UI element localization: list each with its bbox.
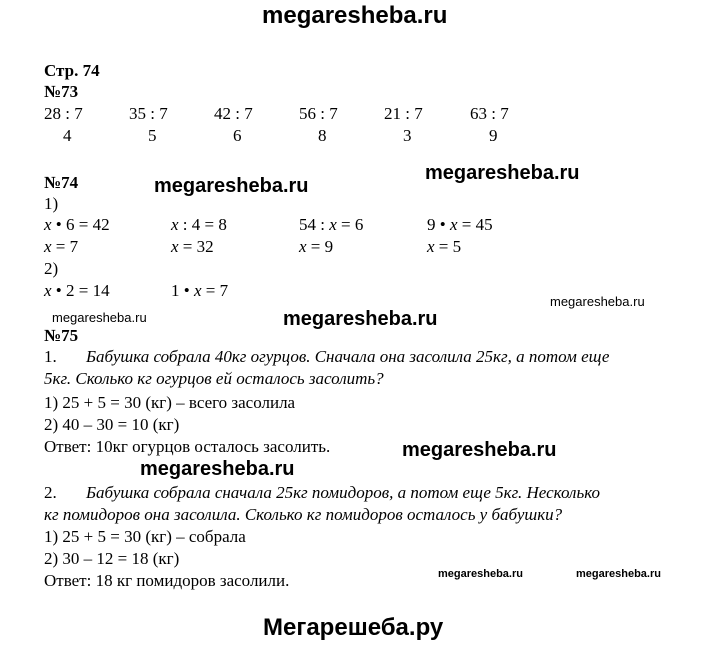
task2-text-line2: кг помидоров она засолила. Сколько кг помидоров осталось у бабушки? [44, 505, 563, 524]
n73-expr-6: 63 : 7 [470, 104, 509, 123]
n74-eq-1: x • 6 = 42 [44, 215, 110, 234]
watermark-right-small: megaresheba.ru [550, 294, 645, 309]
watermark-top: megaresheba.ru [262, 2, 448, 29]
watermark-after-answer1: megaresheba.ru [402, 439, 557, 461]
n73-expr-2: 35 : 7 [129, 104, 168, 123]
task2-text-line1: Бабушка собрала сначала 25кг помидоров, а потом еще 5кг. Несколько [86, 483, 600, 502]
n74-eq-3: 54 : x = 6 [299, 215, 364, 234]
n73-expr-3: 42 : 7 [214, 104, 253, 123]
watermark-footer: Мегарешеба.ру [263, 614, 444, 641]
watermark-n74-left: megaresheba.ru [154, 175, 309, 197]
n73-answer-5: 3 [403, 126, 412, 145]
n74-part2-label: 2) [44, 259, 59, 278]
n73-answer-6: 9 [489, 126, 498, 145]
task2-number: 2. [44, 483, 57, 502]
n74-title: №74 [44, 173, 79, 192]
n74-eq-2: x : 4 = 8 [171, 215, 227, 234]
page-heading: Стр. 74 [44, 61, 100, 80]
task1-number: 1. [44, 347, 57, 366]
n73-answer-1: 4 [63, 126, 72, 145]
n74-ans-3: x = 9 [299, 237, 334, 256]
watermark-bottom-small-1: megaresheba.ru [438, 568, 523, 580]
n73-expr-1: 28 : 7 [44, 104, 83, 123]
task1-answer: Ответ: 10кг огурцов осталось засолить. [44, 437, 331, 456]
task2-step1: 1) 25 + 5 = 30 (кг) – собрала [44, 527, 246, 546]
watermark-bottom-small-2: megaresheba.ru [576, 568, 661, 580]
n75-title: №75 [44, 326, 79, 345]
task1-step1: 1) 25 + 5 = 30 (кг) – всего засолила [44, 393, 296, 412]
n74-part2-eq-1: x • 2 = 14 [44, 281, 110, 300]
n74-eq-4: 9 • x = 45 [427, 215, 493, 234]
n73-answer-2: 5 [148, 126, 157, 145]
watermark-n74-right: megaresheba.ru [425, 162, 580, 184]
n74-ans-2: x = 32 [171, 237, 214, 256]
task2-answer: Ответ: 18 кг помидоров засолили. [44, 571, 290, 590]
task1-text-line2: 5кг. Сколько кг огурцов ей осталось засолить? [44, 369, 384, 388]
task1-text-line1: Бабушка собрала 40кг огурцов. Сначала она засолила 25кг, а потом еще [86, 347, 610, 366]
task1-step2: 2) 40 – 30 = 10 (кг) [44, 415, 180, 434]
n73-title: №73 [44, 82, 79, 101]
n74-ans-4: x = 5 [427, 237, 462, 256]
n73-expr-5: 21 : 7 [384, 104, 423, 123]
watermark-before-task2: megaresheba.ru [140, 458, 295, 480]
watermark-left-small: megaresheba.ru [52, 310, 147, 325]
watermark-n75-mid: megaresheba.ru [283, 308, 438, 330]
n74-ans-1: x = 7 [44, 237, 79, 256]
n73-answer-4: 8 [318, 126, 327, 145]
n74-part1-label: 1) [44, 194, 59, 213]
n73-answer-3: 6 [233, 126, 242, 145]
task2-step2: 2) 30 – 12 = 18 (кг) [44, 549, 180, 568]
n73-expr-4: 56 : 7 [299, 104, 338, 123]
n74-part2-eq-2: 1 • x = 7 [171, 281, 229, 300]
